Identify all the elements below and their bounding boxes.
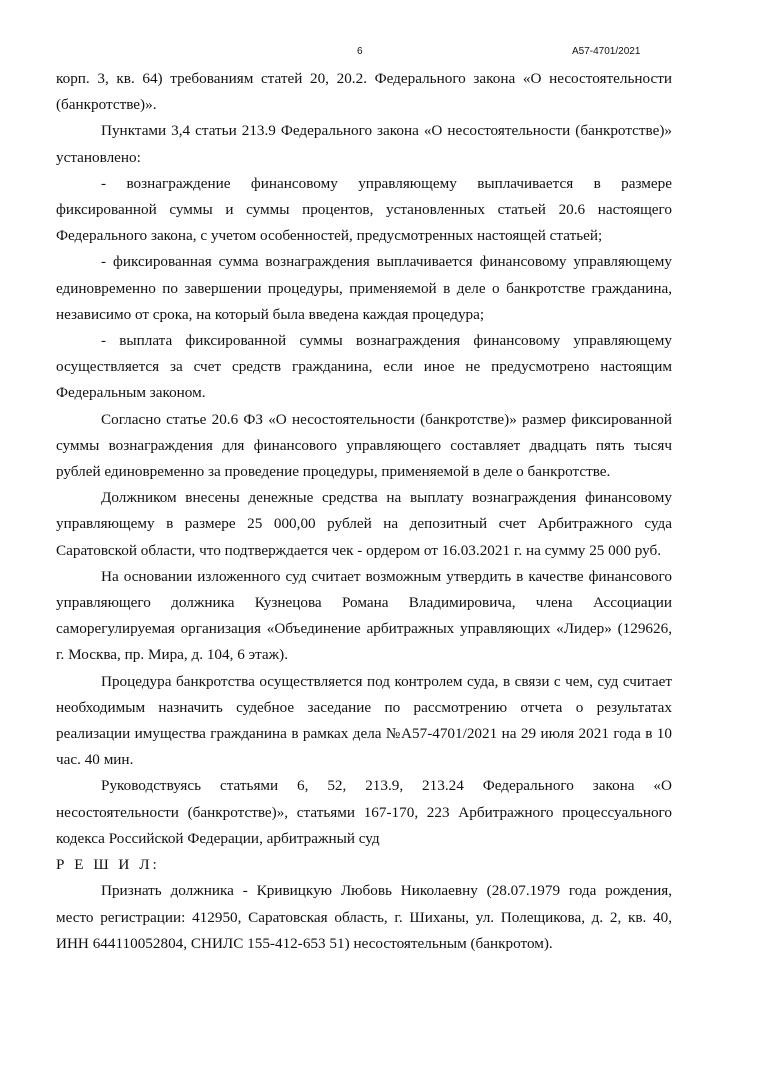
page-number: 6 <box>357 46 363 57</box>
paragraph-guided-by: Руководствуясь статьями 6, 52, 213.9, 213.24 Федерального закона «О несостоятельности (банкротстве)», статьями 167-170, 223 Арбитражного процессуального кодекса Российской Федерации, арбитражный суд <box>56 777 672 847</box>
list-item-payment: - выплата фиксированной суммы вознаграждения финансовому управляющему осуществляется за счет средств гражданина, если иное не предусмотрено настоящим Федеральным законом. <box>56 332 672 402</box>
paragraph-article-20-6: Согласно статье 20.6 ФЗ «О несостоятельности (банкротстве)» размер фиксированной суммы вознаграждения для финансового управляющего составляет двадцать пять тысяч рублей единовременно за проведение процедуры, применяемой в деле о банкротстве. <box>56 410 672 481</box>
paragraph-manager-approval: На основании изложенного суд считает возможным утвердить в качестве финансового управляющего должника Кузнецова Романа Владимировича, члена Ассоциации саморегулируемая организация «Объединение арбитражных управляющих «Лидер» (129626, г. Москва, пр. Мира, д. 104, 6 этаж). <box>56 567 672 664</box>
list-item-reward: - вознаграждение финансовому управляющему выплачивается в размере фиксированной суммы и суммы процентов, установленных статьей 20.6 настоящего Федерального закона, с учетом особенностей, предусмотренных настоящей статьей; <box>56 174 672 245</box>
document-body <box>56 66 672 957</box>
decision-text: Признать должника - Кривицкую Любовь Николаевну (28.07.1979 года рождения, место регистрации: 412950, Саратовская область, г. Шиханы, ул. Полещикова, д. 2, кв. 40, ИНН 644110052804, СНИЛС 155-412-653 51) несостоятельным (банкротом). <box>56 882 672 952</box>
paragraph-deposit: Должником внесены денежные средства на выплату вознаграждения финансовому управляющему в размере 25 000,00 рублей на депозитный счет Арбитражного суда Саратовской области, что подтверждается чек - ордером от 16.03.2021 г. на сумму 25 000 руб. <box>56 489 672 559</box>
case-number: А57-4701/2021 <box>572 46 641 57</box>
paragraph-established: Пунктами 3,4 статьи 213.9 Федерального закона «О несостоятельности (банкротстве)» установлено: <box>56 122 672 166</box>
paragraph-court-session: Процедура банкротства осуществляется под контролем суда, в связи с чем, суд считает необходимым назначить судебное заседание по рассмотрению отчета о результатах реализации имущества гражданина в рамках дела №А57-4701/2021 на 29 июля 2021 года в 10 час. 40 мин. <box>56 672 672 769</box>
paragraph-continuation: корп. 3, кв. 64) требованиям статей 20, 20.2. Федерального закона «О несостоятельности (банкротстве)». <box>56 70 672 114</box>
list-item-fixed-sum: - фиксированная сумма вознаграждения выплачивается финансовому управляющему единовременно по завершении процедуры, применяемой в деле о банкротстве гражданина, независимо от срока, на который была введена каждая процедура; <box>56 253 672 323</box>
decision-heading: Р Е Ш И Л: <box>56 856 160 874</box>
